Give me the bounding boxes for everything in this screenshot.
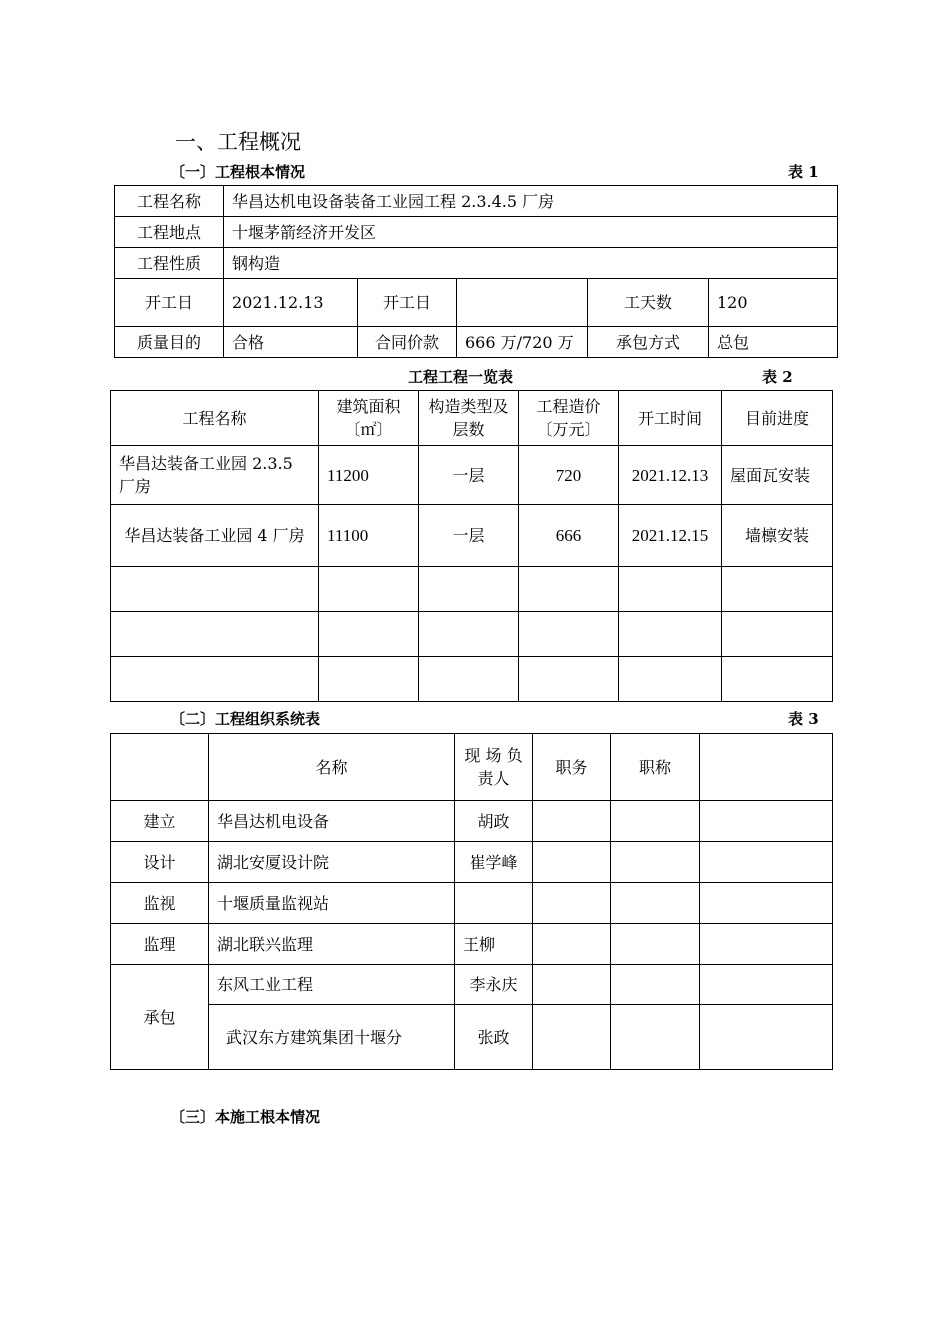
table-row-structure: 一层 [419,505,519,567]
project-name-value: 华昌达机电设备装备工业园工程 2.3.4.5 厂房 [224,186,838,217]
quality-goal-label: 质量目的 [115,327,224,358]
header-site-manager: 现 场 负责人 [455,734,533,801]
org-person: 崔学峰 [455,842,533,883]
section2-caption: 工程工程一览表 [408,368,514,386]
org-role: 承包 [111,965,209,1070]
section3-caption: 〔二〕工程组织系统表 [170,710,321,728]
basic-info-table [114,185,838,358]
table-row-area: 11100 [319,505,419,567]
header-blank-2 [700,734,833,801]
org-person: 张政 [455,1005,533,1070]
table3-number: 表 3 [788,710,819,728]
project-location-label: 工程地点 [115,217,224,248]
empty-row [111,567,833,612]
header-project-name: 工程名称 [111,391,319,446]
org-name: 十堰质量监视站 [209,883,455,924]
table-row-area: 11200 [319,446,419,505]
table-row-start: 2021.12.15 [619,505,722,567]
work-days-value: 120 [709,279,838,327]
header-start-time: 开工时间 [619,391,722,446]
contract-price-value: 666 万/720 万 [457,327,588,358]
header-progress: 目前进度 [722,391,833,446]
org-name: 湖北安厦设计院 [209,842,455,883]
table-row-progress: 屋面瓦安装 [722,446,833,505]
table-row-name: 华昌达装备工业园 4 厂房 [111,505,319,567]
contract-mode-label: 承包方式 [588,327,709,358]
org-name: 湖北联兴监理 [209,924,455,965]
table-row-cost: 666 [519,505,619,567]
org-person: 胡政 [455,801,533,842]
org-role: 监视 [111,883,209,924]
start-date-label: 开工日 [115,279,224,327]
project-nature-value: 钢构造 [224,248,838,279]
section4-caption: 〔三〕本施工根本情况 [170,1108,321,1126]
table-row-progress: 墙檩安装 [722,505,833,567]
header-structure: 构造类型及层数 [419,391,519,446]
table-row-name: 华昌达装备工业园 2.3.5 厂房 [111,446,319,505]
section1-caption: 〔一〕工程根本情况 [170,163,306,181]
table-row-cost: 720 [519,446,619,505]
organization-table [110,733,833,1070]
org-name: 华昌达机电设备 [209,801,455,842]
org-name: 东风工业工程 [209,965,455,1005]
project-nature-label: 工程性质 [115,248,224,279]
project-location-value: 十堰茅箭经济开发区 [224,217,838,248]
org-role: 监理 [111,924,209,965]
org-role: 建立 [111,801,209,842]
header-blank [111,734,209,801]
page-title: 一、工程概况 [175,130,301,154]
org-name: 武汉东方建筑集团十堰分 [209,1005,455,1070]
header-title: 职称 [611,734,700,801]
start-date-value: 2021.12.13 [224,279,358,327]
project-name-label: 工程名称 [115,186,224,217]
org-person: 王柳 [455,924,533,965]
table1-number: 表 1 [788,163,819,181]
org-person [455,883,533,924]
header-cost: 工程造价〔万元〕 [519,391,619,446]
table-row-structure: 一层 [419,446,519,505]
header-area: 建筑面积〔㎡〕 [319,391,419,446]
contract-mode-value: 总包 [709,327,838,358]
header-position: 职务 [533,734,611,801]
project-list-table [110,390,833,702]
header-name: 名称 [209,734,455,801]
start-date-label-2: 开工日 [358,279,457,327]
empty-row [111,657,833,702]
org-person: 李永庆 [455,965,533,1005]
start-date-value-2 [457,279,588,327]
org-role: 设计 [111,842,209,883]
contract-price-label: 合同价款 [358,327,457,358]
table2-number: 表 2 [762,368,793,386]
empty-row [111,612,833,657]
table-row-start: 2021.12.13 [619,446,722,505]
work-days-label: 工天数 [588,279,709,327]
quality-goal-value: 合格 [224,327,358,358]
